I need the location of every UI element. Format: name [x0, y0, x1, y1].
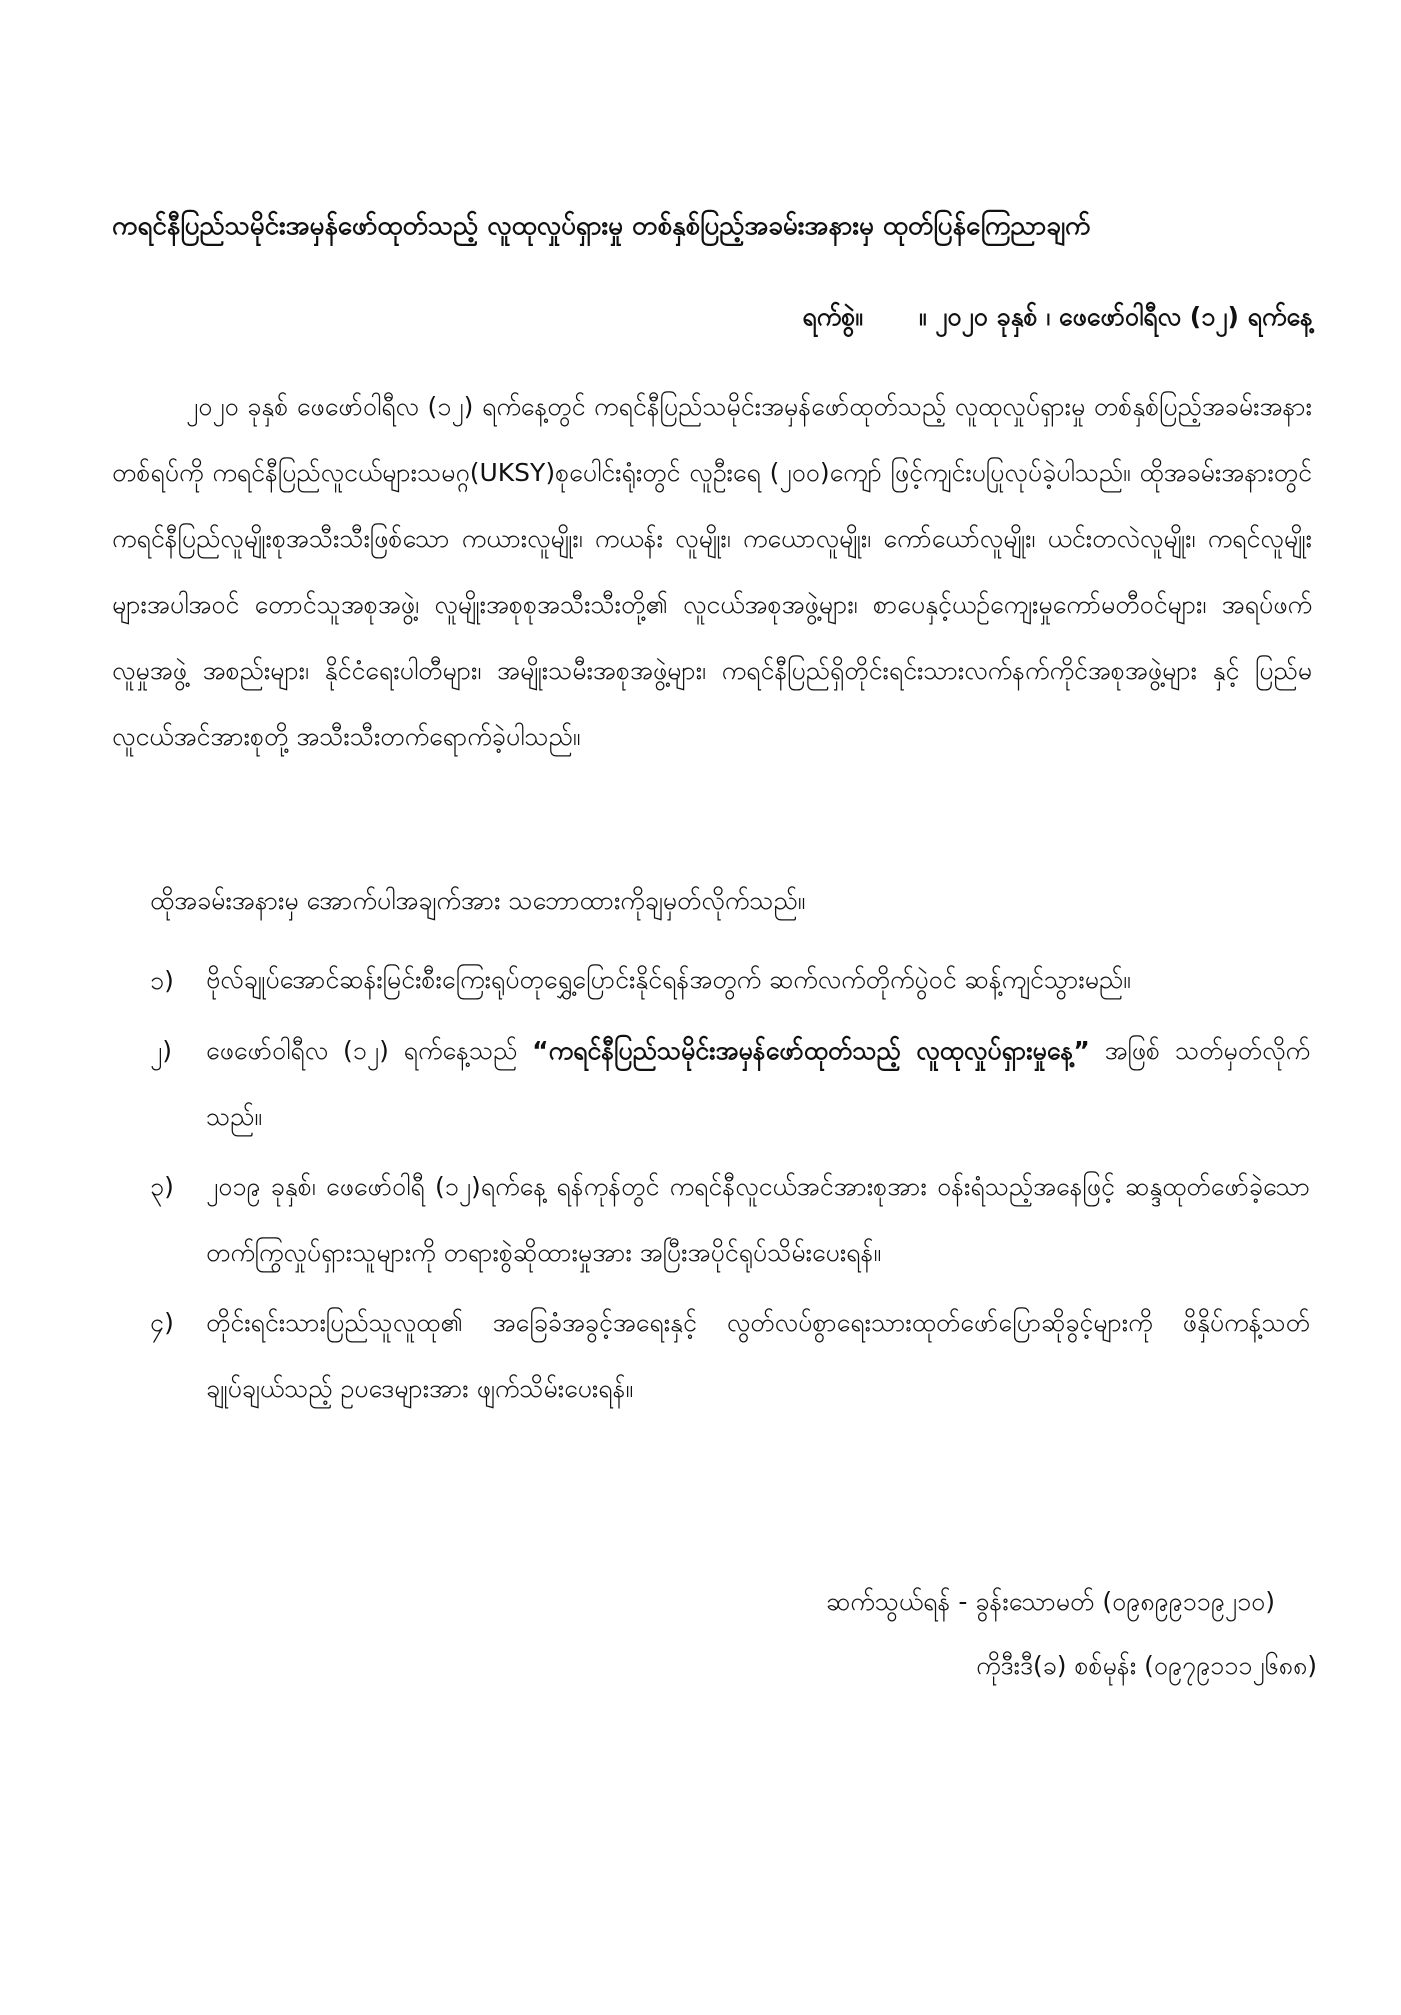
list-item-text [206, 1018, 1310, 1150]
resolution-list [150, 948, 1310, 1426]
date-value: ။ ၂၀၂၀ ခုနှစ် ၊ ဖေဖော်ဝါရီလ (၁၂) ရက်နေ့ [918, 302, 1313, 331]
list-item-number: ၄) [150, 1308, 174, 1337]
list-item-number: ၁) [150, 966, 174, 995]
list-item [150, 1018, 1310, 1150]
body-paragraph: ၂၀၂၀ ခုနှစ် ဖေဖော်ဝါရီလ (၁၂) ရက်နေ့တွင် ကရင်နီပြည်သမိုင်းအမှန်ဖော်ထုတ်သည့် လူထုလှုပ်ရှားမှု တစ်နှစ်ပြည့်အခမ်းအနားတစ်ရပ်ကို ကရင်နီပြည်လူငယ်များသမဂ္ဂ(UKSY)စုပေါင်းရုံးတွင် လူဦးရေ (၂၀၀)ကျော် ဖြင့်ကျင်းပပြုလုပ်ခဲ့ပါသည်။ ထိုအခမ်းအနားတွင် ကရင်နီပြည်လူမျိုးစုအသီးသီးဖြစ်သော ကယားလူမျိုး၊ ကယန်း လူမျိုး၊ ကယောလူမျိုး၊ ကော်ယော်လူမျိုး၊ ယင်းတလဲလူမျိုး၊ ကရင်လူမျိုး များအပါအဝင် တောင်သူအစုအဖွဲ့၊ လူမျိုးအစုစုအသီးသီးတို့၏ လူငယ်အစုအဖွဲ့များ၊ စာပေနှင့်ယဉ်ကျေးမှုကော်မတီဝင်များ၊ အရပ်ဖက်လူမှုအဖွဲ့ အစည်းများ၊ နိုင်ငံရေးပါတီများ၊ အမျိုးသမီးအစုအဖွဲ့များ၊ ကရင်နီပြည်ရှိတိုင်းရင်းသားလက်နက်ကိုင်အစုအဖွဲ့များ နှင့် ပြည်မလူငယ်အင်အားစုတို့ အသီးသီးတက်ရောက်ခဲ့ပါသည်။ [112, 392, 1312, 751]
date-line [802, 292, 1313, 342]
list-item-text-end: အဖြစ် သတ်မှတ်လိုက်သည်။ [206, 1036, 1310, 1131]
list-item [150, 948, 1310, 1014]
date-prefix: ရက်စွဲ။ [802, 302, 863, 331]
list-item-text: ၂၀၁၉ ခုနှစ်၊ ဖေဖော်ဝါရီ (၁၂)ရက်နေ့ ရန်ကုန်တွင် ကရင်နီလူငယ်အင်အားစုအား ဝန်းရံသည့်အနေဖြင့် ဆန္ဒထုတ်ဖော်ခဲ့သော တက်ကြွလှုပ်ရှားသူများကို တရားစွဲဆိုထားမှုအား အပြီးအပိုင်ရုပ်သိမ်းပေးရန်။ [206, 1172, 1310, 1267]
list-item-number: ၃) [150, 1172, 174, 1201]
list-item-quote: “ကရင်နီပြည်သမိုင်းအမှန်ဖော်ထုတ်သည့် လူထုလှုပ်ရှားမှုနေ့” [532, 1036, 1090, 1065]
list-item-text-start: ဖေဖော်ဝါရီလ (၁၂) ရက်နေ့သည် [206, 1036, 533, 1065]
list-item-number: ၂) [150, 1036, 173, 1065]
list-item-text: တိုင်းရင်းသားပြည်သူလူထု၏ အခြေခံအခွင့်အရေးနှင့် လွတ်လပ်စွာရေးသားထုတ်ဖော်ပြောဆိုခွင့်များကို ဖိနှိပ်ကန့်သတ် ချုပ်ချယ်သည့် ဥပဒေများအား ဖျက်သိမ်းပေးရန်။ [206, 1308, 1310, 1403]
list-item-text: ဗိုလ်ချုပ်အောင်ဆန်းမြင်းစီးကြေးရုပ်တုရွှေ့ပြောင်းနိုင်ရန်အတွက် ဆက်လက်တိုက်ပွဲဝင် ဆန့်ကျင်သွားမည်။ [206, 965, 1131, 994]
list-item [150, 1290, 1310, 1422]
page-title: ကရင်နီပြည်သမိုင်းအမှန်ဖော်ထုတ်သည့် လူထုလှုပ်ရှားမှု တစ်နှစ်ပြည့်အခမ်းအနားမှ ထုတ်ပြန်ကြေညာချက် [112, 211, 1091, 241]
contact-primary: ဆက်သွယ်ရန် - ခွန်းသောမတ် (၀၉၈၉၉၁၁၉၂၁၀) [826, 1587, 1275, 1616]
contact-block [826, 1570, 1317, 1698]
contact-secondary: ကိုဒီးဒီ(ခ) စစ်မုန်း (၀၉၇၉၁၁၁၂၆၈၈) [976, 1651, 1317, 1680]
list-item [150, 1154, 1310, 1286]
intro-line: ထိုအခမ်းအနားမှ အောက်ပါအချက်အား သဘောထားကိုချမှတ်လိုက်သည်။ [150, 886, 806, 915]
